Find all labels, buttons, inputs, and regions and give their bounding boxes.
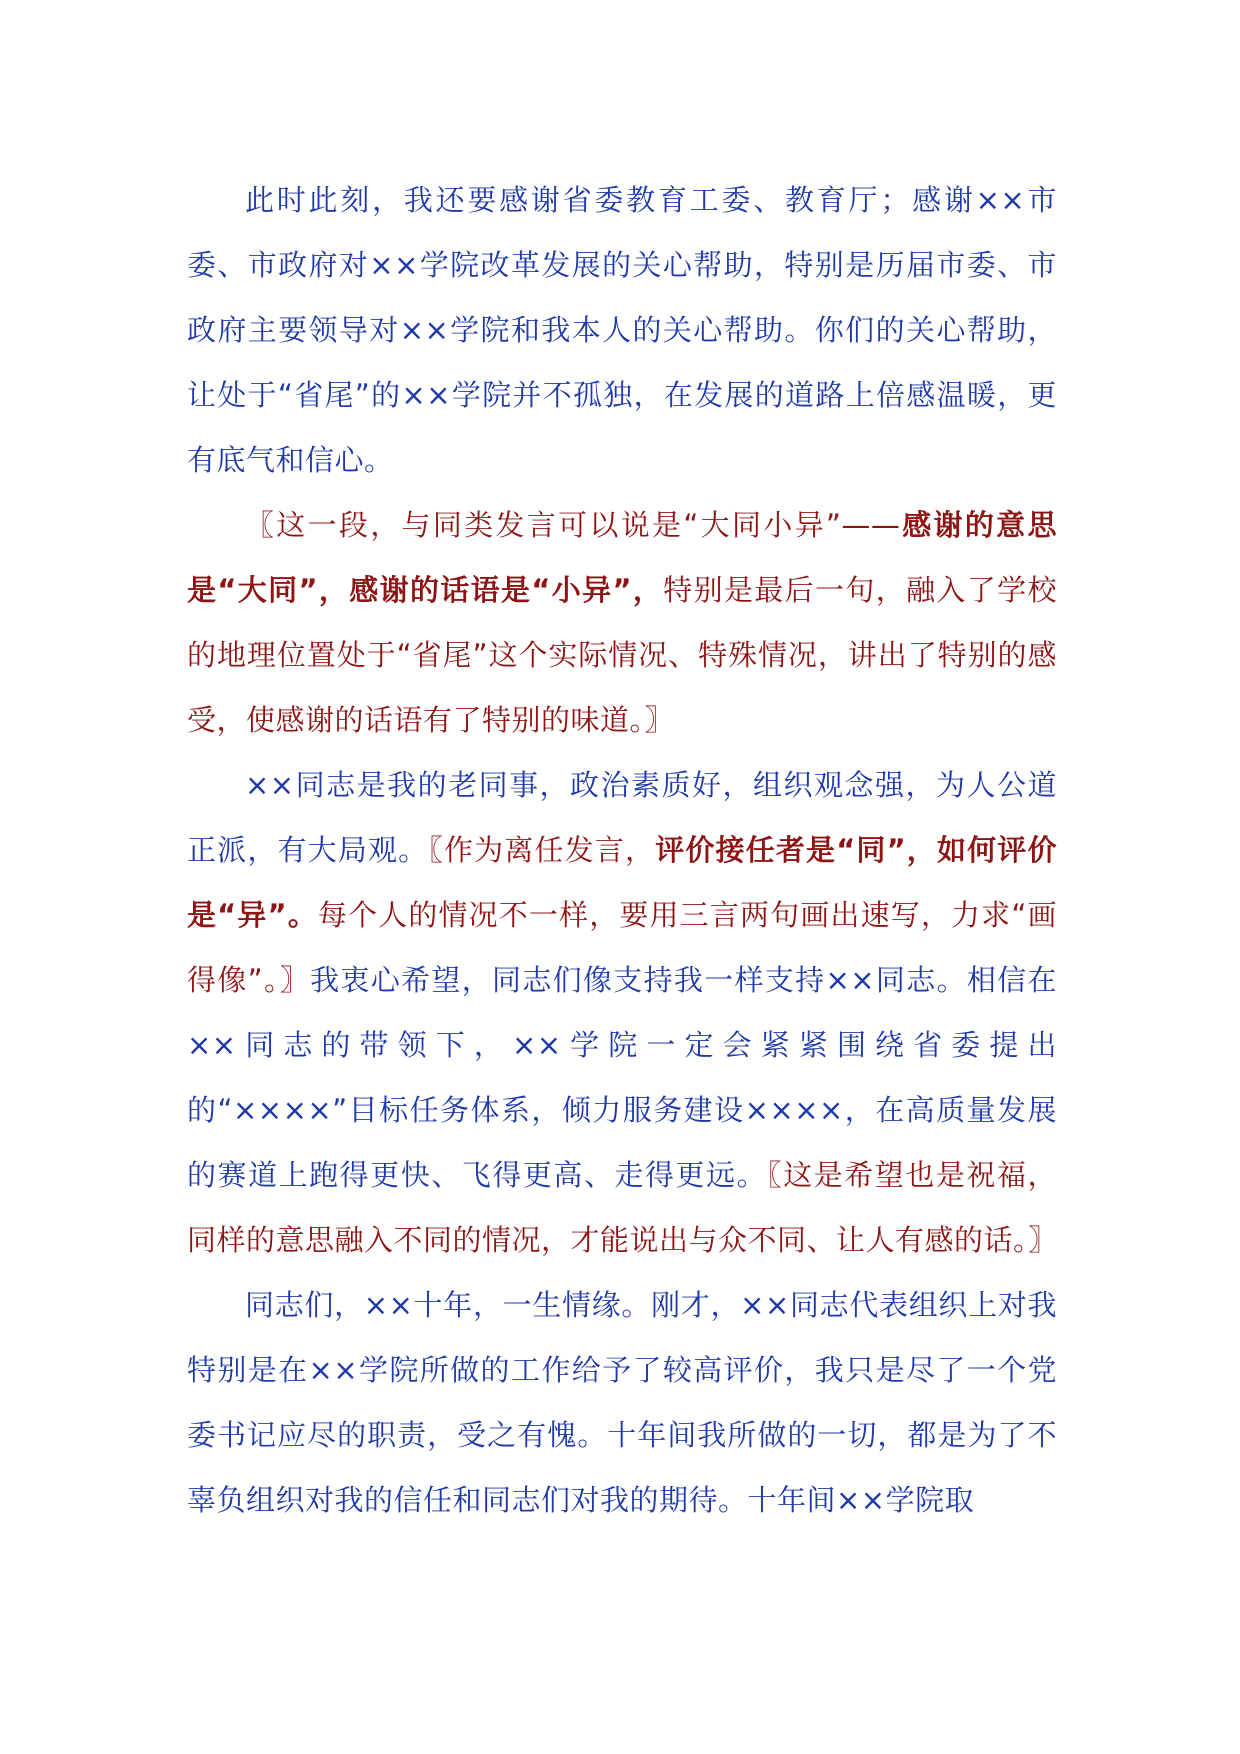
commentary-text: 特别是最后一句，融入了学校的地理位置处于“省尾”这个实际情况、特殊情况，讲出了特别的感受，使感谢的话语有了特别的味道。〗 (187, 573, 1057, 737)
commentary-emphasis: 评价接任者是“同”，如何评价是“异”。 (187, 833, 1057, 932)
commentary-text: 〖这是希望也是祝福，同样的意思融入不同的情况，才能说出与众不同、让人有感的话。〗 (187, 1158, 1058, 1257)
paragraph-thanks (187, 168, 1057, 493)
paragraph-ten-years (187, 1273, 1057, 1533)
commentary-text: 每个人的情况不一样，要用三言两句画出速写，力求“画得像”。〗 (187, 898, 1057, 997)
speech-text: 我衷心希望，同志们像支持我一样支持××同志。相信在××同志的带领下，××学院一定会紧紧围绕省委提出的“××××”目标任务体系，倾力服务建设××××，在高质量发展的赛道上跑得更快、飞得更高、走得更远。 (187, 963, 1057, 1192)
commentary-text: 〖作为离任发言， (428, 833, 656, 867)
document-body (187, 168, 1057, 1533)
speech-text: 同志们，××十年，一生情缘。刚才，××同志代表组织上对我特别是在××学院所做的工作给予了较高评价，我只是尽了一个党委书记应尽的职责，受之有愧。十年间我所做的一切，都是为了不辜负组织对我的信任和同志们对我的期待。十年间××学院取 (187, 1288, 1057, 1517)
paragraph-successor (187, 753, 1057, 1273)
speech-text: 此时此刻，我还要感谢省委教育工委、教育厅；感谢××市委、市政府对××学院改革发展的关心帮助，特别是历届市委、市政府主要领导对××学院和我本人的关心帮助。你们的关心帮助，让处于“省尾”的××学院并不孤独，在发展的道路上倍感温暖，更有底气和信心。 (187, 183, 1057, 477)
paragraph-commentary-thanks (187, 493, 1057, 753)
commentary-text: 〖这一段，与同类发言可以说是“大同小异”—— (245, 508, 901, 542)
speech-text: ××同志是我的老同事，政治素质好，组织观念强，为人公道正派，有大局观。 (187, 768, 1057, 867)
commentary-emphasis: 感谢的意思是“大同”，感谢的话语是“小异”， (187, 508, 1057, 607)
